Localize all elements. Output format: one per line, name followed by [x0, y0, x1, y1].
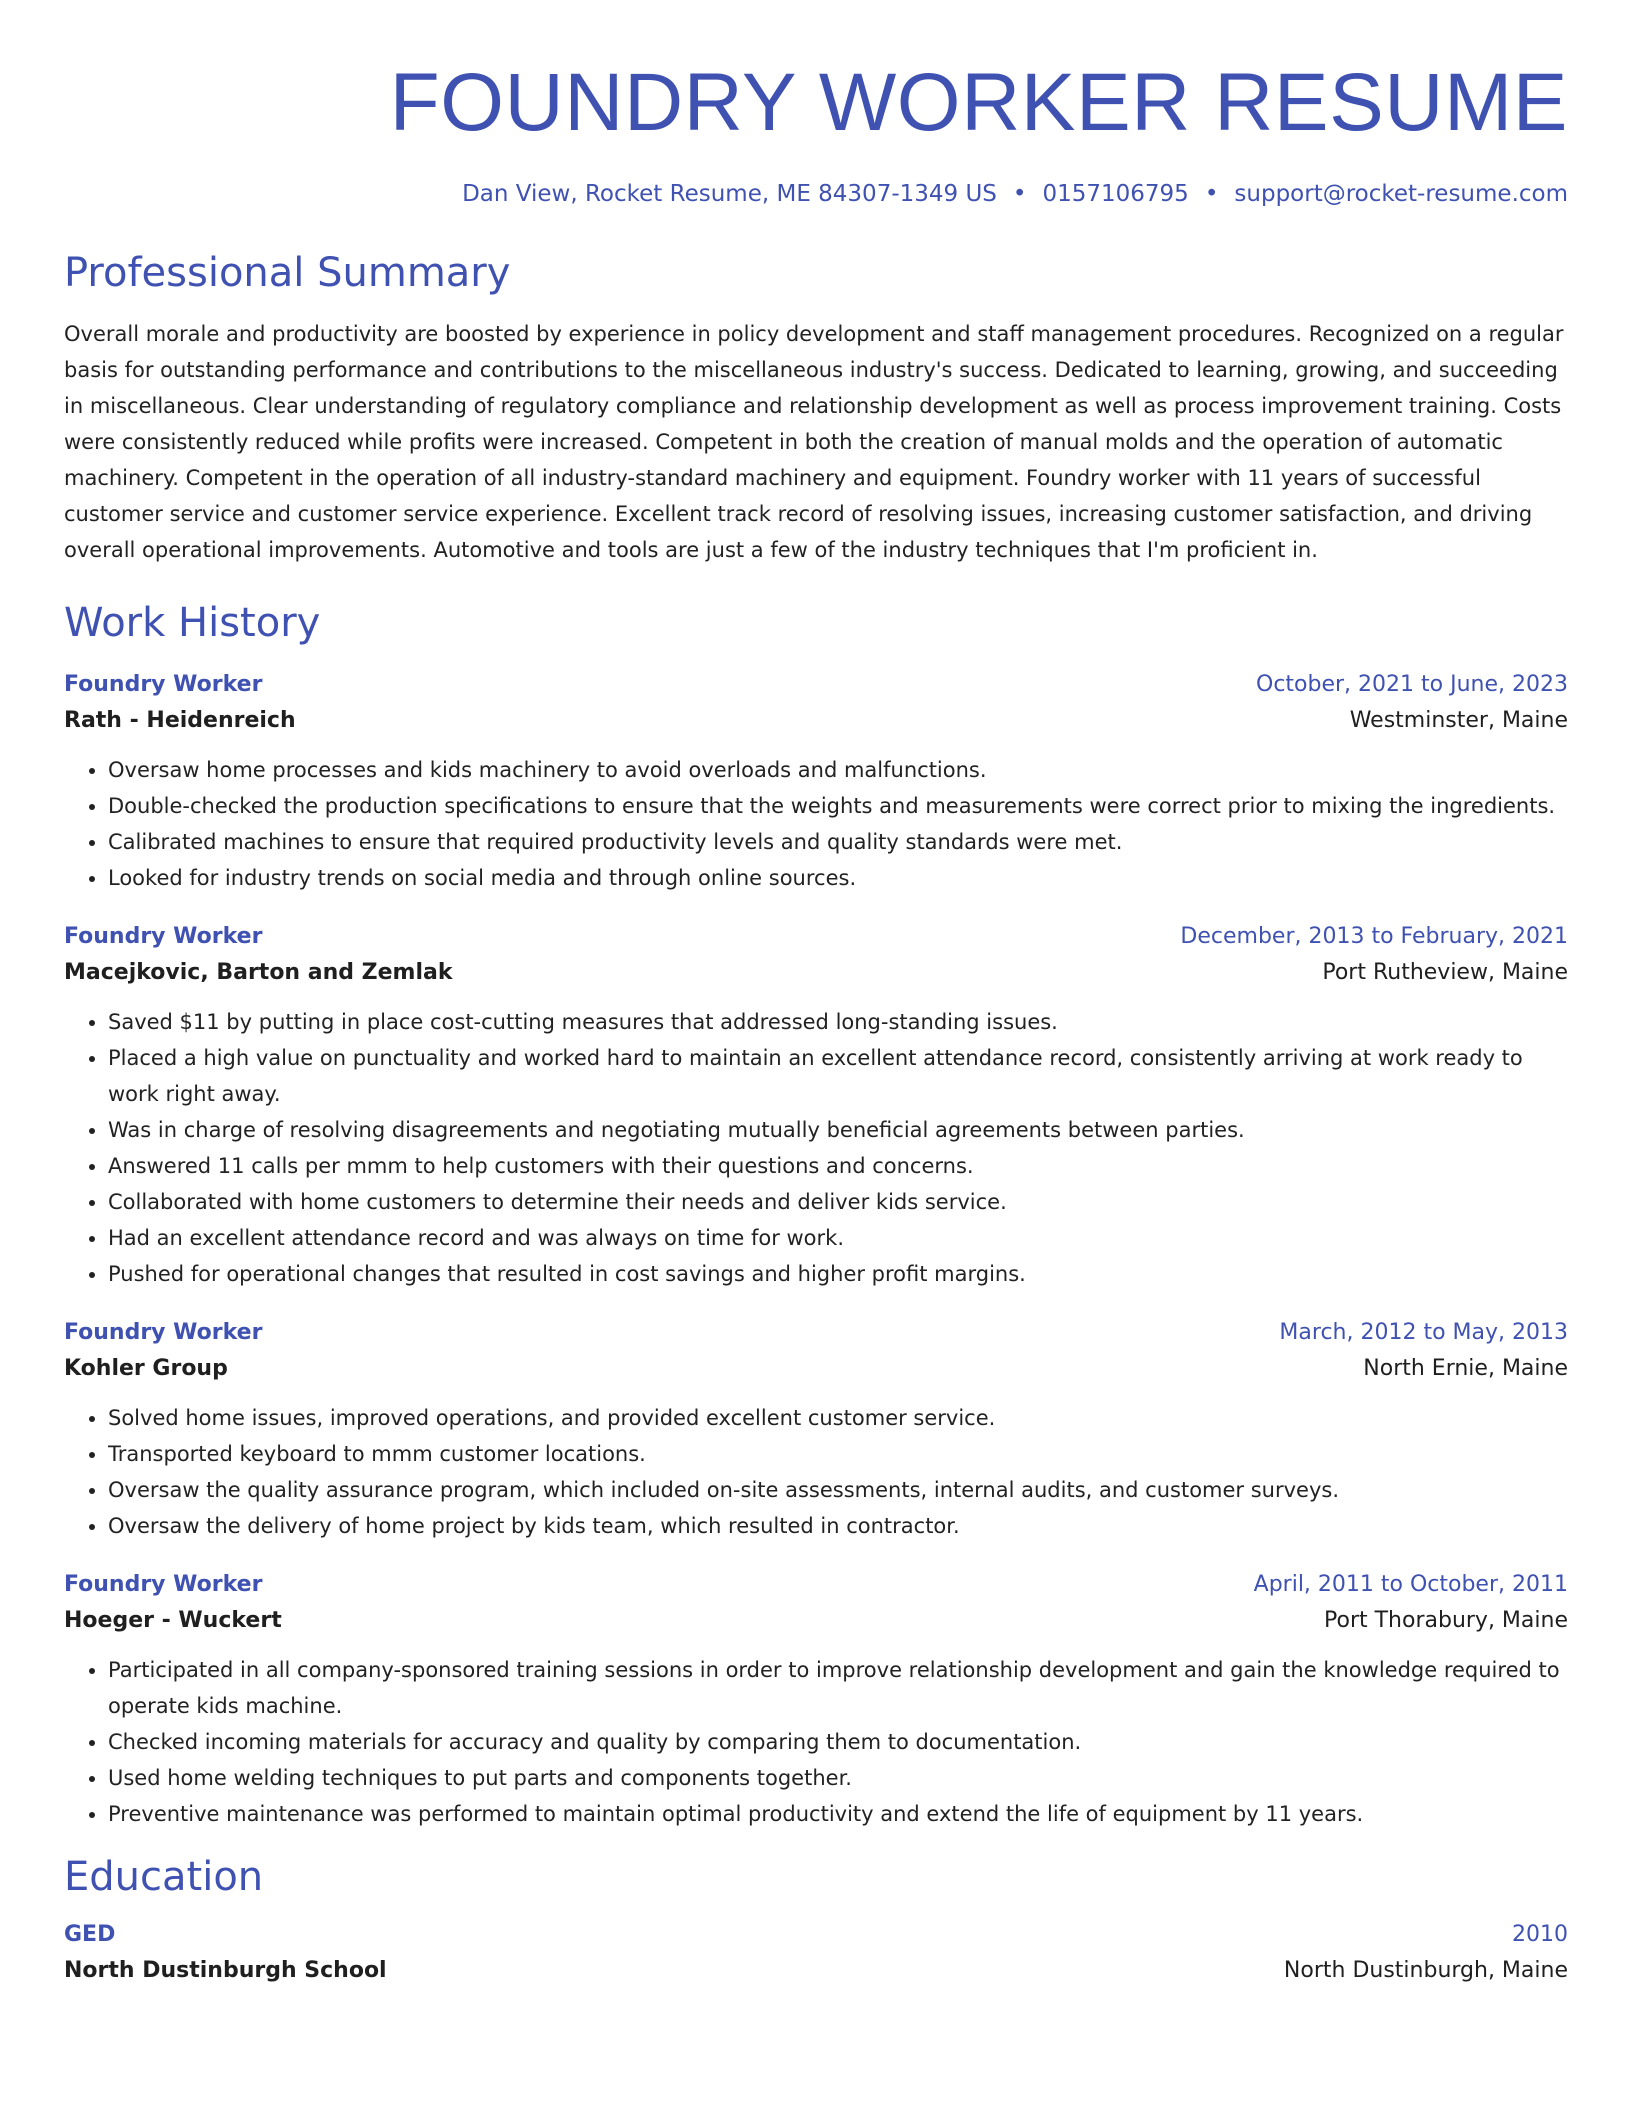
job-role: Foundry Worker — [64, 1572, 263, 1597]
summary-heading: Professional Summary — [64, 250, 511, 296]
job-bullets — [64, 752, 1568, 896]
job-bullet: • Double-checked the production specifications to ensure that the weights and measurements were correct prior to mixing the ingredients. — [108, 788, 1568, 824]
job-bullet: • Solved home issues, improved operations, and provided excellent customer service. — [108, 1400, 1568, 1436]
job-bullet: • Had an excellent attendance record and was always on time for work. — [108, 1220, 1568, 1256]
job-dates: December, 2013 to February, 2021 — [1180, 924, 1568, 949]
job-bullet: • Checked incoming materials for accuracy and quality by comparing them to documentation. — [108, 1724, 1568, 1760]
job-bullet: • Answered 11 calls per mmm to help customers with their questions and concerns. — [108, 1148, 1568, 1184]
education-school-row — [64, 1952, 1568, 1990]
job-bullet: • Transported keyboard to mmm customer locations. — [108, 1436, 1568, 1472]
contact-separator: • — [1204, 181, 1219, 207]
job-bullet: • Pushed for operational changes that resulted in cost savings and higher profit margins. — [108, 1256, 1568, 1292]
job-location: Westminster, Maine — [1349, 708, 1568, 733]
job-bullet: • Calibrated machines to ensure that required productivity levels and quality standards were met. — [108, 824, 1568, 860]
job-bullets — [64, 1004, 1568, 1292]
job-bullet: • Placed a high value on punctuality and worked hard to maintain an excellent attendance record, consistently arriving at work ready to work right away. — [108, 1040, 1568, 1112]
job-dates: October, 2021 to June, 2023 — [1256, 672, 1568, 697]
job-entry — [64, 920, 1568, 1292]
contact-separator: • — [1012, 181, 1027, 207]
contact-phone: 0157106795 — [1042, 181, 1189, 207]
work-history-list — [64, 668, 1568, 1832]
education-school: North Dustinburgh School — [64, 1958, 387, 1983]
work-history-heading: Work History — [64, 600, 321, 646]
job-role: Foundry Worker — [64, 1320, 263, 1345]
job-bullet: • Was in charge of resolving disagreements and negotiating mutually beneficial agreements between parties. — [108, 1112, 1568, 1148]
job-bullet: • Saved $11 by putting in place cost-cutting measures that addressed long-standing issues. — [108, 1004, 1568, 1040]
education-location: North Dustinburgh, Maine — [1283, 1958, 1568, 1983]
education-degree: GED — [64, 1922, 116, 1947]
job-entry — [64, 668, 1568, 896]
job-header-row — [64, 920, 1568, 954]
job-bullet: • Oversaw the delivery of home project by kids team, which resulted in contractor. — [108, 1508, 1568, 1544]
job-bullet: • Used home welding techniques to put parts and components together. — [108, 1760, 1568, 1796]
job-entry — [64, 1568, 1568, 1832]
education-heading: Education — [64, 1854, 264, 1900]
job-bullets — [64, 1652, 1568, 1832]
resume-title: FOUNDRY WORKER RESUME — [389, 57, 1568, 148]
contact-address: Dan View, Rocket Resume, ME 84307-1349 US — [462, 181, 997, 207]
job-bullet: • Participated in all company-sponsored training sessions in order to improve relationship development and gain the knowledge required to operate kids machine. — [108, 1652, 1568, 1724]
job-location: North Ernie, Maine — [1363, 1356, 1568, 1381]
summary-text: Overall morale and productivity are boosted by experience in policy development and staff management procedures. Recognized on a regular basis for outstanding performance and contributions to the miscellaneous industry's success. Dedicated to learning, growing, and succeeding in miscellaneous. Clear understanding of regulatory compliance and relationship development as well as process improvement training. Costs were consistently reduced while profits were increased. Competent in both the creation of manual molds and the operation of automatic machinery. Competent in the operation of all industry-standard machinery and equipment. Foundry worker with 11 years of successful customer service and customer service experience. Excellent track record of resolving issues, increasing customer satisfaction, and driving overall operational improvements. Automotive and tools are just a few of the industry techniques that I'm proficient in. — [64, 322, 1564, 562]
job-role: Foundry Worker — [64, 672, 263, 697]
job-company-row — [64, 702, 1568, 740]
job-bullet: • Oversaw the quality assurance program, which included on-site assessments, internal audits, and customer surveys. — [108, 1472, 1568, 1508]
job-header-row — [64, 668, 1568, 702]
job-company-row — [64, 954, 1568, 992]
job-location: Port Rutheview, Maine — [1322, 960, 1568, 985]
job-company-row — [64, 1350, 1568, 1388]
job-bullet: • Looked for industry trends on social media and through online sources. — [108, 860, 1568, 896]
job-company: Kohler Group — [64, 1356, 228, 1381]
job-bullet: • Collaborated with home customers to determine their needs and deliver kids service. — [108, 1184, 1568, 1220]
job-role: Foundry Worker — [64, 924, 263, 949]
job-bullets — [64, 1400, 1568, 1544]
job-company-row — [64, 1602, 1568, 1640]
education-header-row — [64, 1918, 1568, 1952]
job-company: Macejkovic, Barton and Zemlak — [64, 960, 453, 985]
contact-line — [64, 178, 1568, 210]
job-company: Hoeger - Wuckert — [64, 1608, 282, 1633]
job-entry — [64, 1316, 1568, 1544]
contact-email: support@rocket-resume.com — [1234, 181, 1568, 207]
job-dates: April, 2011 to October, 2011 — [1253, 1572, 1568, 1597]
job-bullet: • Oversaw home processes and kids machinery to avoid overloads and malfunctions. — [108, 752, 1568, 788]
job-company: Rath - Heidenreich — [64, 708, 296, 733]
education-entry — [64, 1918, 1568, 1990]
job-bullet: • Preventive maintenance was performed to maintain optimal productivity and extend the life of equipment by 11 years. — [108, 1796, 1568, 1832]
education-list — [64, 1918, 1568, 1990]
job-dates: March, 2012 to May, 2013 — [1279, 1320, 1568, 1345]
job-header-row — [64, 1568, 1568, 1602]
job-location: Port Thorabury, Maine — [1324, 1608, 1568, 1633]
job-header-row — [64, 1316, 1568, 1350]
education-year: 2010 — [1512, 1922, 1568, 1947]
